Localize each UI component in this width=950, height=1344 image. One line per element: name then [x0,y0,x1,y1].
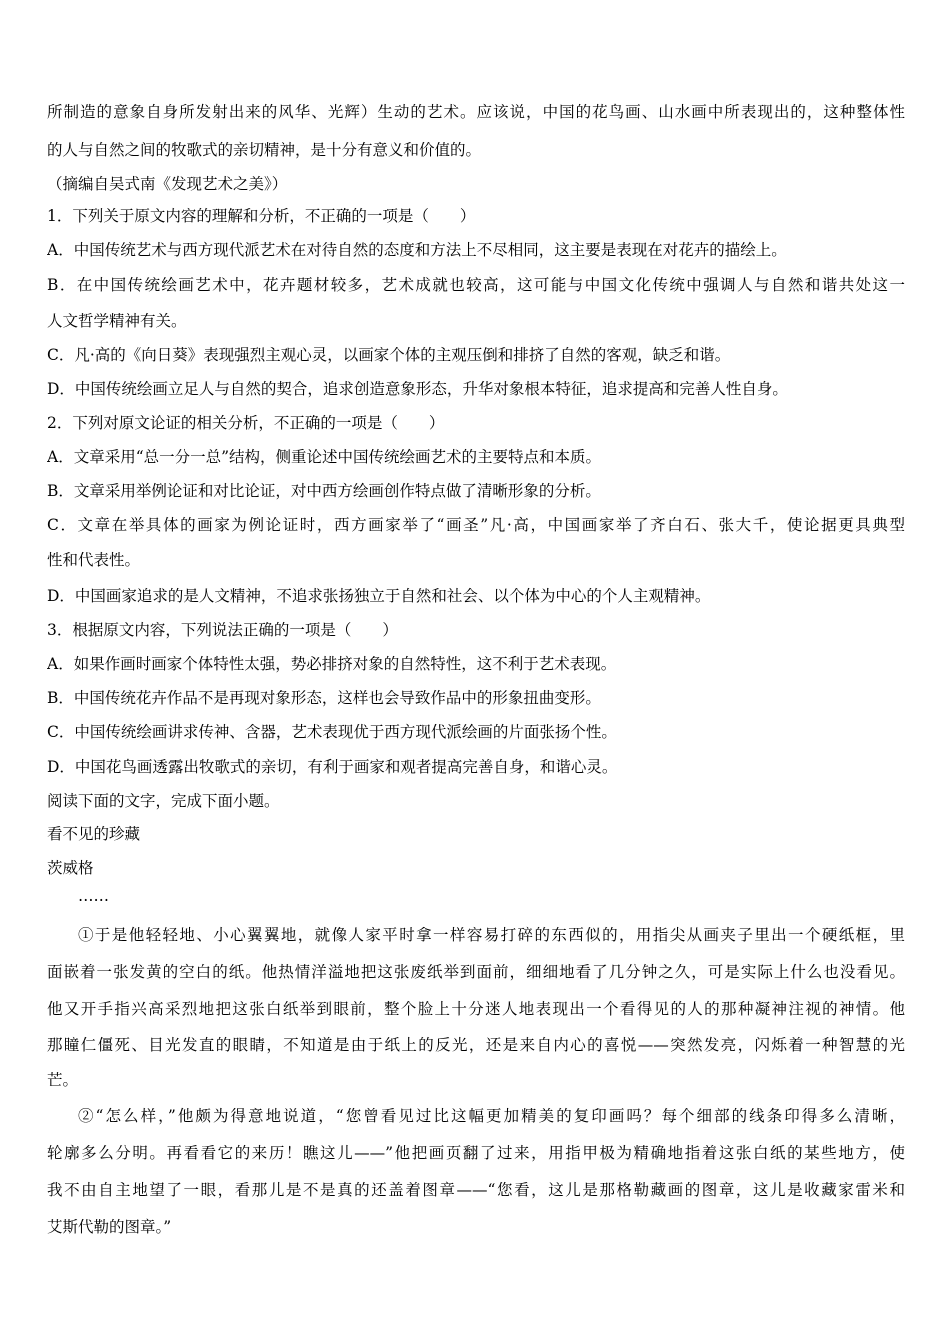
question-3-option-b: B．中国传统花卉作品不是再现对象形态，这样也会导致作品中的形象扭曲变形。 [47,689,601,707]
question-2-option-c-cont: 性和代表性。 [47,551,141,569]
question-2-option-a: A．文章采用“总一分一总”结构，侧重论述中国传统绘画艺术的主要特点和本质。 [47,448,602,466]
question-3-stem: 3．根据原文内容，下列说法正确的一项是（ ） [47,621,398,639]
question-2-stem: 2．下列对原文论证的相关分析，不正确的一项是（ ） [47,414,445,432]
question-1-option-a: A．中国传统艺术与西方现代派艺术在对待自然的态度和方法上不尽相同，这主要是表现在对花卉的描绘上。 [47,241,787,259]
question-3-option-a: A．如果作画时画家个体特性太强，势必排挤对象的自然特性，这不利于艺术表现。 [47,655,617,673]
paragraph-1-line: 芒。 [47,1071,79,1089]
question-1-stem: 1．下列关于原文内容的理解和分析，不正确的一项是（ ） [47,207,476,225]
question-2-option-b: B．文章采用举例论证和对比论证，对中西方绘画创作特点做了清晰形象的分析。 [47,482,601,500]
question-3-option-c: C．中国传统绘画讲求传神、含器，艺术表现优于西方现代派绘画的片面张扬个性。 [47,723,617,741]
passage-line: 的人与自然之间的牧歌式的亲切精神，是十分有意义和价值的。 [47,141,482,159]
ellipsis: …… [78,887,109,905]
question-2-option-c: C．文章在举具体的画家为例论证时，西方画家举了“画圣”凡·高，中国画家举了齐白石、张大千，使论据更具典型 [47,516,905,534]
question-1-option-d: D．中国传统绘画立足人与自然的契合，追求创造意象形态，升华对象根本特征，追求提高和完善人性自身。 [47,380,788,398]
question-3-option-d: D．中国花鸟画透露出牧歌式的亲切，有利于画家和观者提高完善自身，和谐心灵。 [47,758,618,776]
paragraph-1-line: ①于是他轻轻地、小心翼翼地，就像人家平时拿一样容易打碎的东西似的，用指尖从画夹子里出一个硬纸框，里 [78,926,905,944]
paragraph-2-line: ②“怎么样，”他颇为得意地说道，“您曾看见过比这幅更加精美的复印画吗？每个细部的线条印得多么清晰， [78,1107,905,1125]
question-1-option-b-cont: 人文哲学精神有关。 [47,312,187,330]
paragraph-1-line: 他又开手指兴高采烈地把这张白纸举到眼前，整个脸上十分迷人地表现出一个看得见的人的那种凝神注视的神情。他 [47,1000,905,1018]
reading-instruction: 阅读下面的文字，完成下面小题。 [47,792,280,810]
paragraph-2-line: 我不由自主地望了一眼，看那儿是不是真的还盖着图章——“您看，这儿是那格勒藏画的图章，这儿是收藏家雷米和 [47,1181,905,1199]
paragraph-2-line: 轮廓多么分明。再看看它的来历！瞧这儿——”他把画页翻了过来，用指甲极为精确地指着这张白纸的某些地方，使 [47,1144,905,1162]
question-1-option-b: B．在中国传统绘画艺术中，花卉题材较多，艺术成就也较高，这可能与中国文化传统中强调人与自然和谐共处这一 [47,276,905,294]
question-1-option-c: C．凡·高的《向日葵》表现强烈主观心灵，以画家个体的主观压倒和排挤了自然的客观，缺乏和谐。 [47,346,731,364]
passage-author: 茨威格 [47,859,94,877]
passage-line: 所制造的意象自身所发射出来的风华、光辉）生动的艺术。应该说，中国的花鸟画、山水画中所表现出的，这种整体性 [47,103,905,121]
paragraph-1-line: 面嵌着一张发黄的空白的纸。他热情洋溢地把这张废纸举到面前，细细地看了几分钟之久，可是实际上什么也没看见。 [47,963,905,981]
question-2-option-d: D．中国画家追求的是人文精神，不追求张扬独立于自然和社会、以个体为中心的个人主观精神。 [47,587,711,605]
paragraph-2-line: 艾斯代勒的图章。” [47,1218,172,1236]
source-citation: （摘编自吴式南《发现艺术之美》） [47,175,288,193]
paragraph-1-line: 那瞳仁僵死、目光发直的眼睛，不知道是由于纸上的反光，还是来自内心的喜悦——突然发亮，闪烁着一种智慧的光 [47,1036,905,1054]
passage-title: 看不见的珍藏 [47,825,141,843]
